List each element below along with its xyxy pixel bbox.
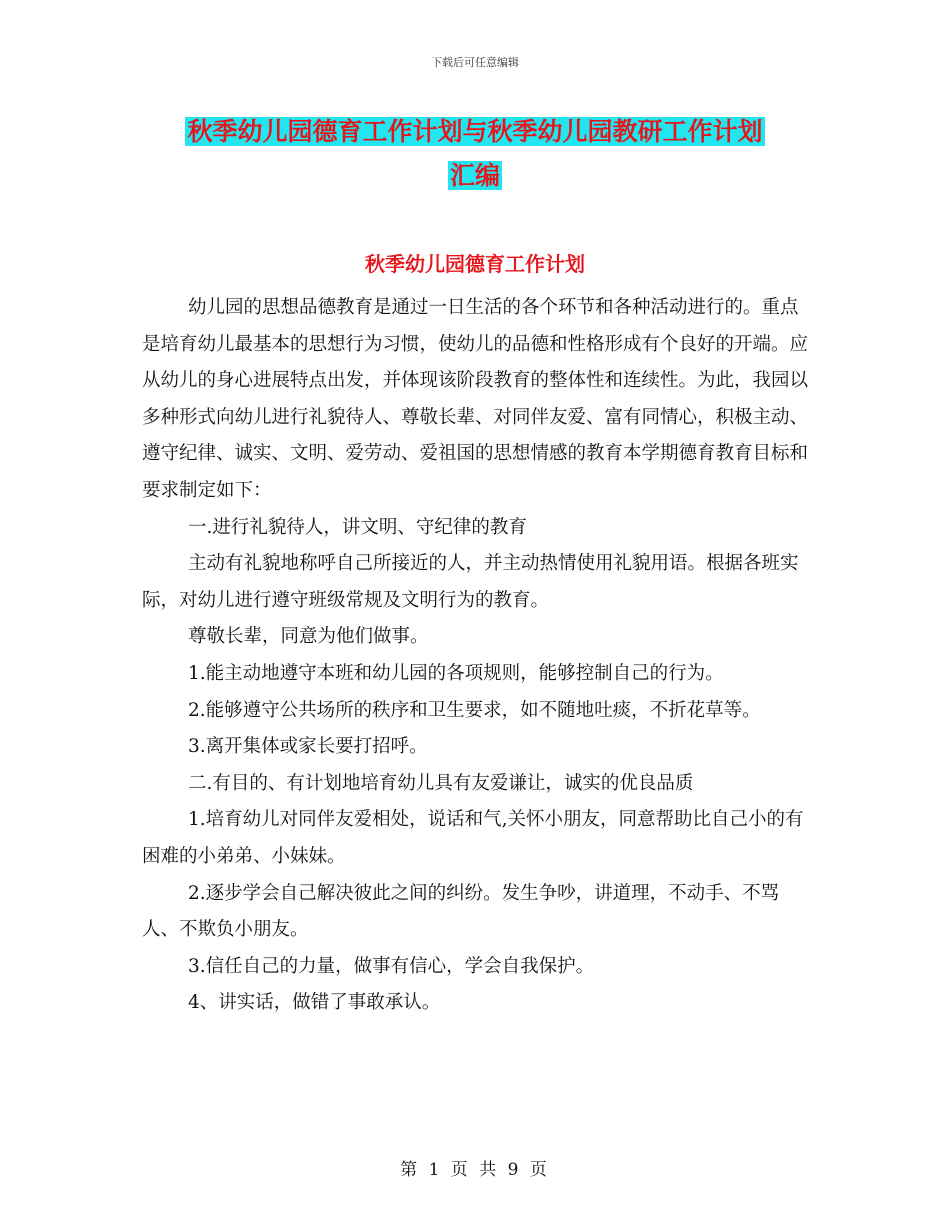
header-note: 下载后可任意编辑 <box>431 56 519 69</box>
paragraph: 1.能主动地遵守本班和幼儿园的各项规则，能够控制自己的行为。 <box>188 662 724 684</box>
paragraph: 3.离开集体或家长要打招呼。 <box>188 736 428 758</box>
paragraph: 1.培育幼儿对同伴友爱相处，说话和气,关怀小朋友，同意帮助比自己小的有困难的小弟弟、小妹妹。 <box>142 809 804 867</box>
page-footer: 第 1 页 共 9 页 <box>400 1160 550 1180</box>
title-line-2: 汇编 <box>449 161 500 190</box>
paragraph: 尊敬长辈，同意为他们做事。 <box>188 626 429 648</box>
paragraph: 二.有目的、有计划地培育幼儿具有友爱谦让，诚实的优良品质 <box>188 772 694 794</box>
document-body <box>142 290 812 1022</box>
section-title: 秋季幼儿园德育工作计划 <box>365 252 585 276</box>
paragraph: 2.逐步学会自己解决彼此之间的纠纷。发生争吵，讲道理，不动手、不骂人、不欺负小朋友。 <box>142 882 780 941</box>
paragraph: 2.能够遵守公共场所的秩序和卫生要求，如不随地吐痰，不折花草等。 <box>188 699 761 721</box>
paragraph: 3.信任自己的力量，做事有信心，学会自我保护。 <box>188 955 595 977</box>
paragraph: 主动有礼貌地称呼自己所接近的人，并主动热情使用礼貌用语。根据各班实际，对幼儿进行遵守班级常规及文明行为的教育。 <box>142 553 799 611</box>
title-line-1: 秋季幼儿园德育工作计划与秋季幼儿园教研工作计划 <box>187 117 763 146</box>
paragraph: 一.进行礼貌待人，讲文明、守纪律的教育 <box>188 516 527 538</box>
paragraph: 4、讲实话，做错了事敢承认。 <box>188 992 441 1014</box>
document-title <box>0 110 950 198</box>
paragraph: 幼儿园的思想品德教育是通过一日生活的各个环节和各种活动进行的。重点是培育幼儿最基本的思想行为习惯，使幼儿的品德和性格形成有个良好的开端。应从幼儿的身心进展特点出发，并体现该阶段教育的整体性和连续性。为此，我园以多种形式向幼儿进行礼貌待人、尊敬长辈、对同伴友爱、富有同情心，积极主动、遵守纪律、诚实、文明、爱劳动、爱祖国的思想情感的教育本学期德育教育目标和要求制定如下： <box>142 297 809 501</box>
